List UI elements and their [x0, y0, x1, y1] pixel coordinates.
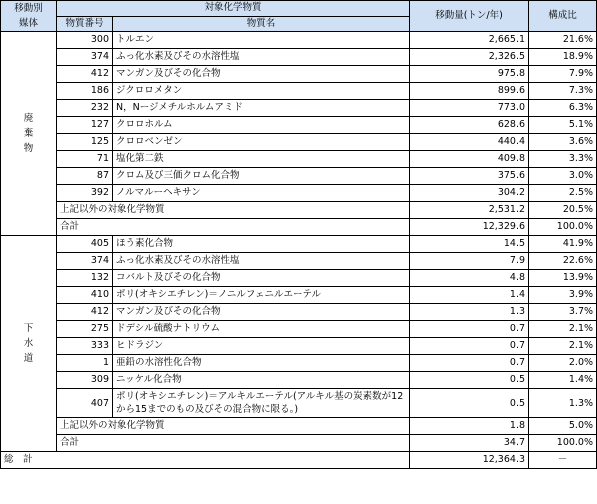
substance-name: ポリ(オキシエチレン)＝ノニルフェニルエーテル: [113, 287, 410, 304]
composition-ratio: 7.3%: [529, 83, 597, 100]
composition-ratio: 3.6%: [529, 134, 597, 151]
substance-number: 333: [57, 338, 113, 355]
substance-number: 410: [57, 287, 113, 304]
header-media-line-2: 媒体: [18, 18, 38, 29]
table-row: [1, 117, 597, 134]
substance-name: ふっ化水素及びその水溶性塩: [113, 49, 410, 66]
other-substances-label: 上記以外の対象化学物質: [57, 202, 410, 219]
grand-total-label: 総 計: [1, 452, 410, 469]
composition-ratio: 18.9%: [529, 49, 597, 66]
grand-total-ratio: －: [529, 452, 597, 469]
grand-total-amount: 12,364.3: [410, 452, 529, 469]
table-row: [1, 389, 597, 418]
header-substance-number: 物質番号: [57, 16, 113, 32]
table-row: [1, 168, 597, 185]
composition-ratio: 22.6%: [529, 253, 597, 270]
table-row: [1, 83, 597, 100]
table-row: [1, 236, 597, 253]
waste-media-char: 物: [23, 143, 34, 154]
substance-name: ふっ化水素及びその水溶性塩: [113, 253, 410, 270]
other-substances-ratio: 5.0%: [529, 418, 597, 435]
substance-name: クロロホルム: [113, 117, 410, 134]
transfer-amount: 628.6: [410, 117, 529, 134]
substance-name: コバルト及びその化合物: [113, 270, 410, 287]
sewer-media-char: 下: [23, 323, 34, 334]
table-row: [1, 151, 597, 168]
transfer-amount: 0.7: [410, 355, 529, 372]
composition-ratio: 2.1%: [529, 321, 597, 338]
sewer-media-char: 水: [23, 338, 34, 349]
sewer-media-char: 道: [23, 353, 34, 364]
transfer-amount: 975.8: [410, 66, 529, 83]
header-amount: 移動量(トン/年): [410, 1, 529, 32]
substance-number: 309: [57, 372, 113, 389]
substance-number: 374: [57, 49, 113, 66]
table-row: [1, 253, 597, 270]
substance-number: 186: [57, 83, 113, 100]
header-substance-name: 物質名: [113, 16, 410, 32]
transfer-amount: 375.6: [410, 168, 529, 185]
table-row: [1, 49, 597, 66]
substance-name: マンガン及びその化合物: [113, 66, 410, 83]
table-row: [1, 185, 597, 202]
transfer-amount: 409.8: [410, 151, 529, 168]
table-row: [1, 321, 597, 338]
transfer-amount: 0.5: [410, 389, 529, 418]
transfer-amount: 899.6: [410, 83, 529, 100]
transfer-amount: 1.4: [410, 287, 529, 304]
transfer-amount: 1.3: [410, 304, 529, 321]
substance-number: 407: [57, 389, 113, 418]
substance-name: ヒドラジン: [113, 338, 410, 355]
substance-number: 392: [57, 185, 113, 202]
composition-ratio: 3.7%: [529, 304, 597, 321]
table-row: [1, 338, 597, 355]
composition-ratio: 3.3%: [529, 151, 597, 168]
other-substances-label: 上記以外の対象化学物質: [57, 418, 410, 435]
composition-ratio: 5.1%: [529, 117, 597, 134]
substance-number: 127: [57, 117, 113, 134]
substance-name: ニッケル化合物: [113, 372, 410, 389]
table-row-other: [1, 418, 597, 435]
substance-number: 374: [57, 253, 113, 270]
composition-ratio: 3.0%: [529, 168, 597, 185]
transfer-amount: 773.0: [410, 100, 529, 117]
substance-number: 125: [57, 134, 113, 151]
subtotal-ratio: 100.0%: [529, 435, 597, 452]
table-row: [1, 134, 597, 151]
substance-name: クロロベンゼン: [113, 134, 410, 151]
transfer-amount: 0.7: [410, 338, 529, 355]
substance-name: ノルマルーヘキサン: [113, 185, 410, 202]
sewer-media-label: [1, 236, 57, 452]
transfer-amount: 4.8: [410, 270, 529, 287]
substance-number: 1: [57, 355, 113, 372]
table-row: [1, 100, 597, 117]
substance-number: 412: [57, 66, 113, 83]
substance-name: ジクロロメタン: [113, 83, 410, 100]
transfer-amount: 0.7: [410, 321, 529, 338]
other-substances-ratio: 20.5%: [529, 202, 597, 219]
composition-ratio: 1.3%: [529, 389, 597, 418]
table-row: [1, 304, 597, 321]
header-ratio: 構成比: [529, 1, 597, 32]
composition-ratio: 7.9%: [529, 66, 597, 83]
subtotal-ratio: 100.0%: [529, 219, 597, 236]
composition-ratio: 6.3%: [529, 100, 597, 117]
subtotal-amount: 34.7: [410, 435, 529, 452]
other-substances-amount: 2,531.2: [410, 202, 529, 219]
grand-total-row: [1, 452, 597, 469]
table-row-total: [1, 435, 597, 452]
table-row: [1, 287, 597, 304]
transfer-amount: 304.2: [410, 185, 529, 202]
substance-number: 405: [57, 236, 113, 253]
table-row: [1, 372, 597, 389]
composition-ratio: 2.5%: [529, 185, 597, 202]
subtotal-amount: 12,329.6: [410, 219, 529, 236]
substance-number: 275: [57, 321, 113, 338]
substance-name: マンガン及びその化合物: [113, 304, 410, 321]
substance-name: ほう素化合物: [113, 236, 410, 253]
substance-number: 71: [57, 151, 113, 168]
composition-ratio: 13.9%: [529, 270, 597, 287]
other-substances-amount: 1.8: [410, 418, 529, 435]
composition-ratio: 2.0%: [529, 355, 597, 372]
waste-media-label: [1, 32, 57, 236]
transfer-amount: 0.5: [410, 372, 529, 389]
subtotal-label: 合計: [57, 435, 410, 452]
table-row-total: [1, 219, 597, 236]
composition-ratio: 1.4%: [529, 372, 597, 389]
composition-ratio: 41.9%: [529, 236, 597, 253]
substance-name: 亜鉛の水溶性化合物: [113, 355, 410, 372]
substance-name: ドデシル硫酸ナトリウム: [113, 321, 410, 338]
transfer-amount: 2,665.1: [410, 32, 529, 49]
substance-name: クロム及び三価クロム化合物: [113, 168, 410, 185]
table-row: [1, 270, 597, 287]
waste-media-char: 廃: [23, 113, 34, 124]
subtotal-label: 合計: [57, 219, 410, 236]
table-row: [1, 32, 597, 49]
transfer-amount: 2,326.5: [410, 49, 529, 66]
composition-ratio: 21.6%: [529, 32, 597, 49]
composition-ratio: 3.9%: [529, 287, 597, 304]
substance-number: 132: [57, 270, 113, 287]
substance-number: 232: [57, 100, 113, 117]
substance-number: 300: [57, 32, 113, 49]
substance-name: N，Nージメチルホルムアミド: [113, 100, 410, 117]
table-row-other: [1, 202, 597, 219]
header-media-line-1: 移動別: [14, 3, 43, 14]
transfer-amount: 7.9: [410, 253, 529, 270]
waste-media-char: 棄: [23, 128, 34, 139]
composition-ratio: 2.1%: [529, 338, 597, 355]
substance-number: 87: [57, 168, 113, 185]
header-media: [1, 1, 57, 32]
transfer-amount: 14.5: [410, 236, 529, 253]
table-row: [1, 66, 597, 83]
substance-name: トルエン: [113, 32, 410, 49]
substance-name: 塩化第二鉄: [113, 151, 410, 168]
transfer-amount: 440.4: [410, 134, 529, 151]
header-target: 対象化学物質: [57, 1, 410, 17]
substance-number: 412: [57, 304, 113, 321]
table-row: [1, 355, 597, 372]
substance-name: ポリ(オキシエチレン)＝アルキルエーテル(アルキル基の炭素数が12から15までのもの及びその混合物に限る。): [113, 389, 410, 418]
